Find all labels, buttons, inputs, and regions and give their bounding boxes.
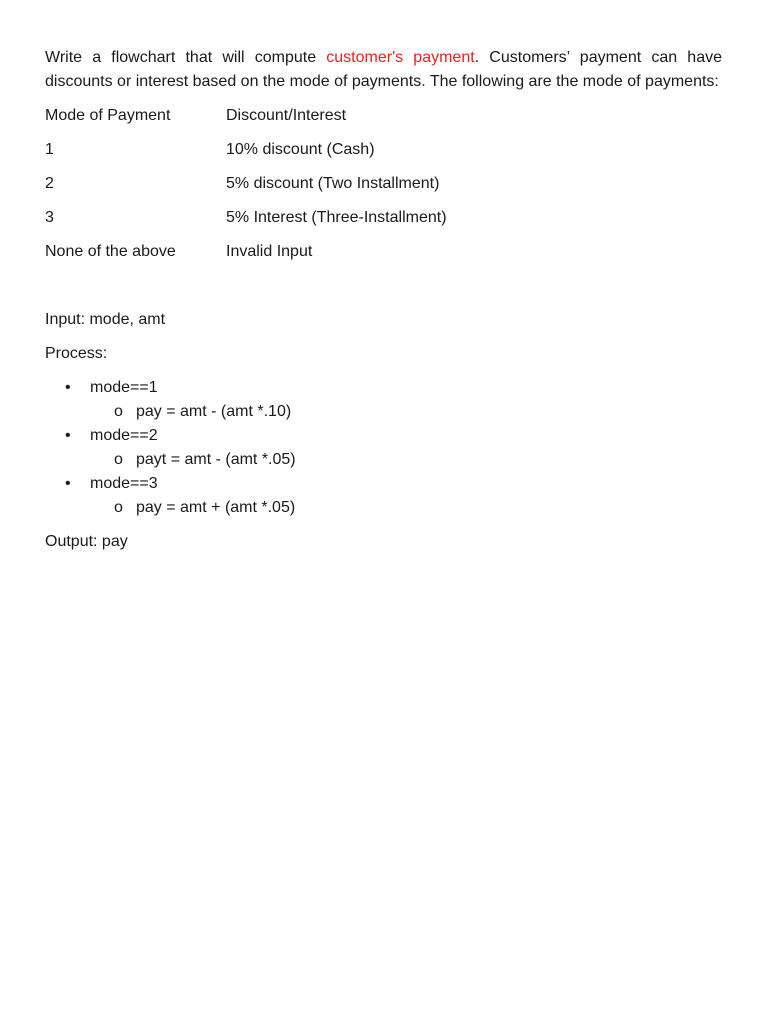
bullet-icon: • bbox=[65, 475, 71, 492]
process-label: Process: bbox=[45, 345, 108, 362]
process-condition bbox=[45, 424, 722, 448]
condition-text: mode==1 bbox=[90, 379, 158, 396]
intro-paragraph bbox=[45, 46, 722, 94]
table-cell-mode: 2 bbox=[45, 175, 54, 192]
intro-text-end: . Customers’ payment can have discounts or interest based on the mode of payments. The following are the mode of payments: bbox=[45, 49, 723, 90]
table-cell-discount: 10% discount (Cash) bbox=[226, 141, 375, 158]
table-header-discount: Discount/Interest bbox=[226, 107, 347, 124]
table-header-mode: Mode of Payment bbox=[45, 107, 171, 124]
process-formula bbox=[45, 496, 722, 520]
process-formula bbox=[45, 400, 722, 424]
table-cell-mode: 1 bbox=[45, 141, 54, 158]
bullet-icon: • bbox=[65, 427, 71, 444]
process-condition bbox=[45, 376, 722, 400]
process-list bbox=[45, 376, 722, 520]
table-row bbox=[45, 240, 722, 274]
sub-bullet-icon: o bbox=[114, 499, 123, 516]
condition-text: mode==3 bbox=[90, 475, 158, 492]
table-cell-mode: 3 bbox=[45, 209, 54, 226]
bullet-icon: • bbox=[65, 379, 71, 396]
payment-mode-table bbox=[45, 104, 722, 274]
sub-bullet-icon: o bbox=[114, 403, 123, 420]
sub-bullet-icon: o bbox=[114, 451, 123, 468]
blank-line bbox=[45, 274, 722, 308]
input-line: Input: mode, amt bbox=[45, 311, 166, 328]
intro-text-start: Write a flowchart that will compute bbox=[45, 49, 327, 66]
document-page bbox=[45, 46, 722, 554]
table-row bbox=[45, 138, 722, 172]
formula-text: pay = amt - (amt *.10) bbox=[136, 403, 292, 420]
table-cell-discount: 5% Interest (Three-Installment) bbox=[226, 209, 447, 226]
formula-text: payt = amt - (amt *.05) bbox=[136, 451, 296, 468]
table-row bbox=[45, 206, 722, 240]
output-line: Output: pay bbox=[45, 533, 128, 550]
intro-highlight: customer's payment bbox=[326, 49, 475, 66]
process-condition bbox=[45, 472, 722, 496]
table-cell-discount: Invalid Input bbox=[226, 243, 313, 260]
process-formula bbox=[45, 448, 722, 472]
condition-text: mode==2 bbox=[90, 427, 158, 444]
table-cell-mode: None of the above bbox=[45, 243, 176, 260]
table-cell-discount: 5% discount (Two Installment) bbox=[226, 175, 440, 192]
table-row bbox=[45, 172, 722, 206]
table-header-row bbox=[45, 104, 722, 138]
formula-text: pay = amt + (amt *.05) bbox=[136, 499, 296, 516]
